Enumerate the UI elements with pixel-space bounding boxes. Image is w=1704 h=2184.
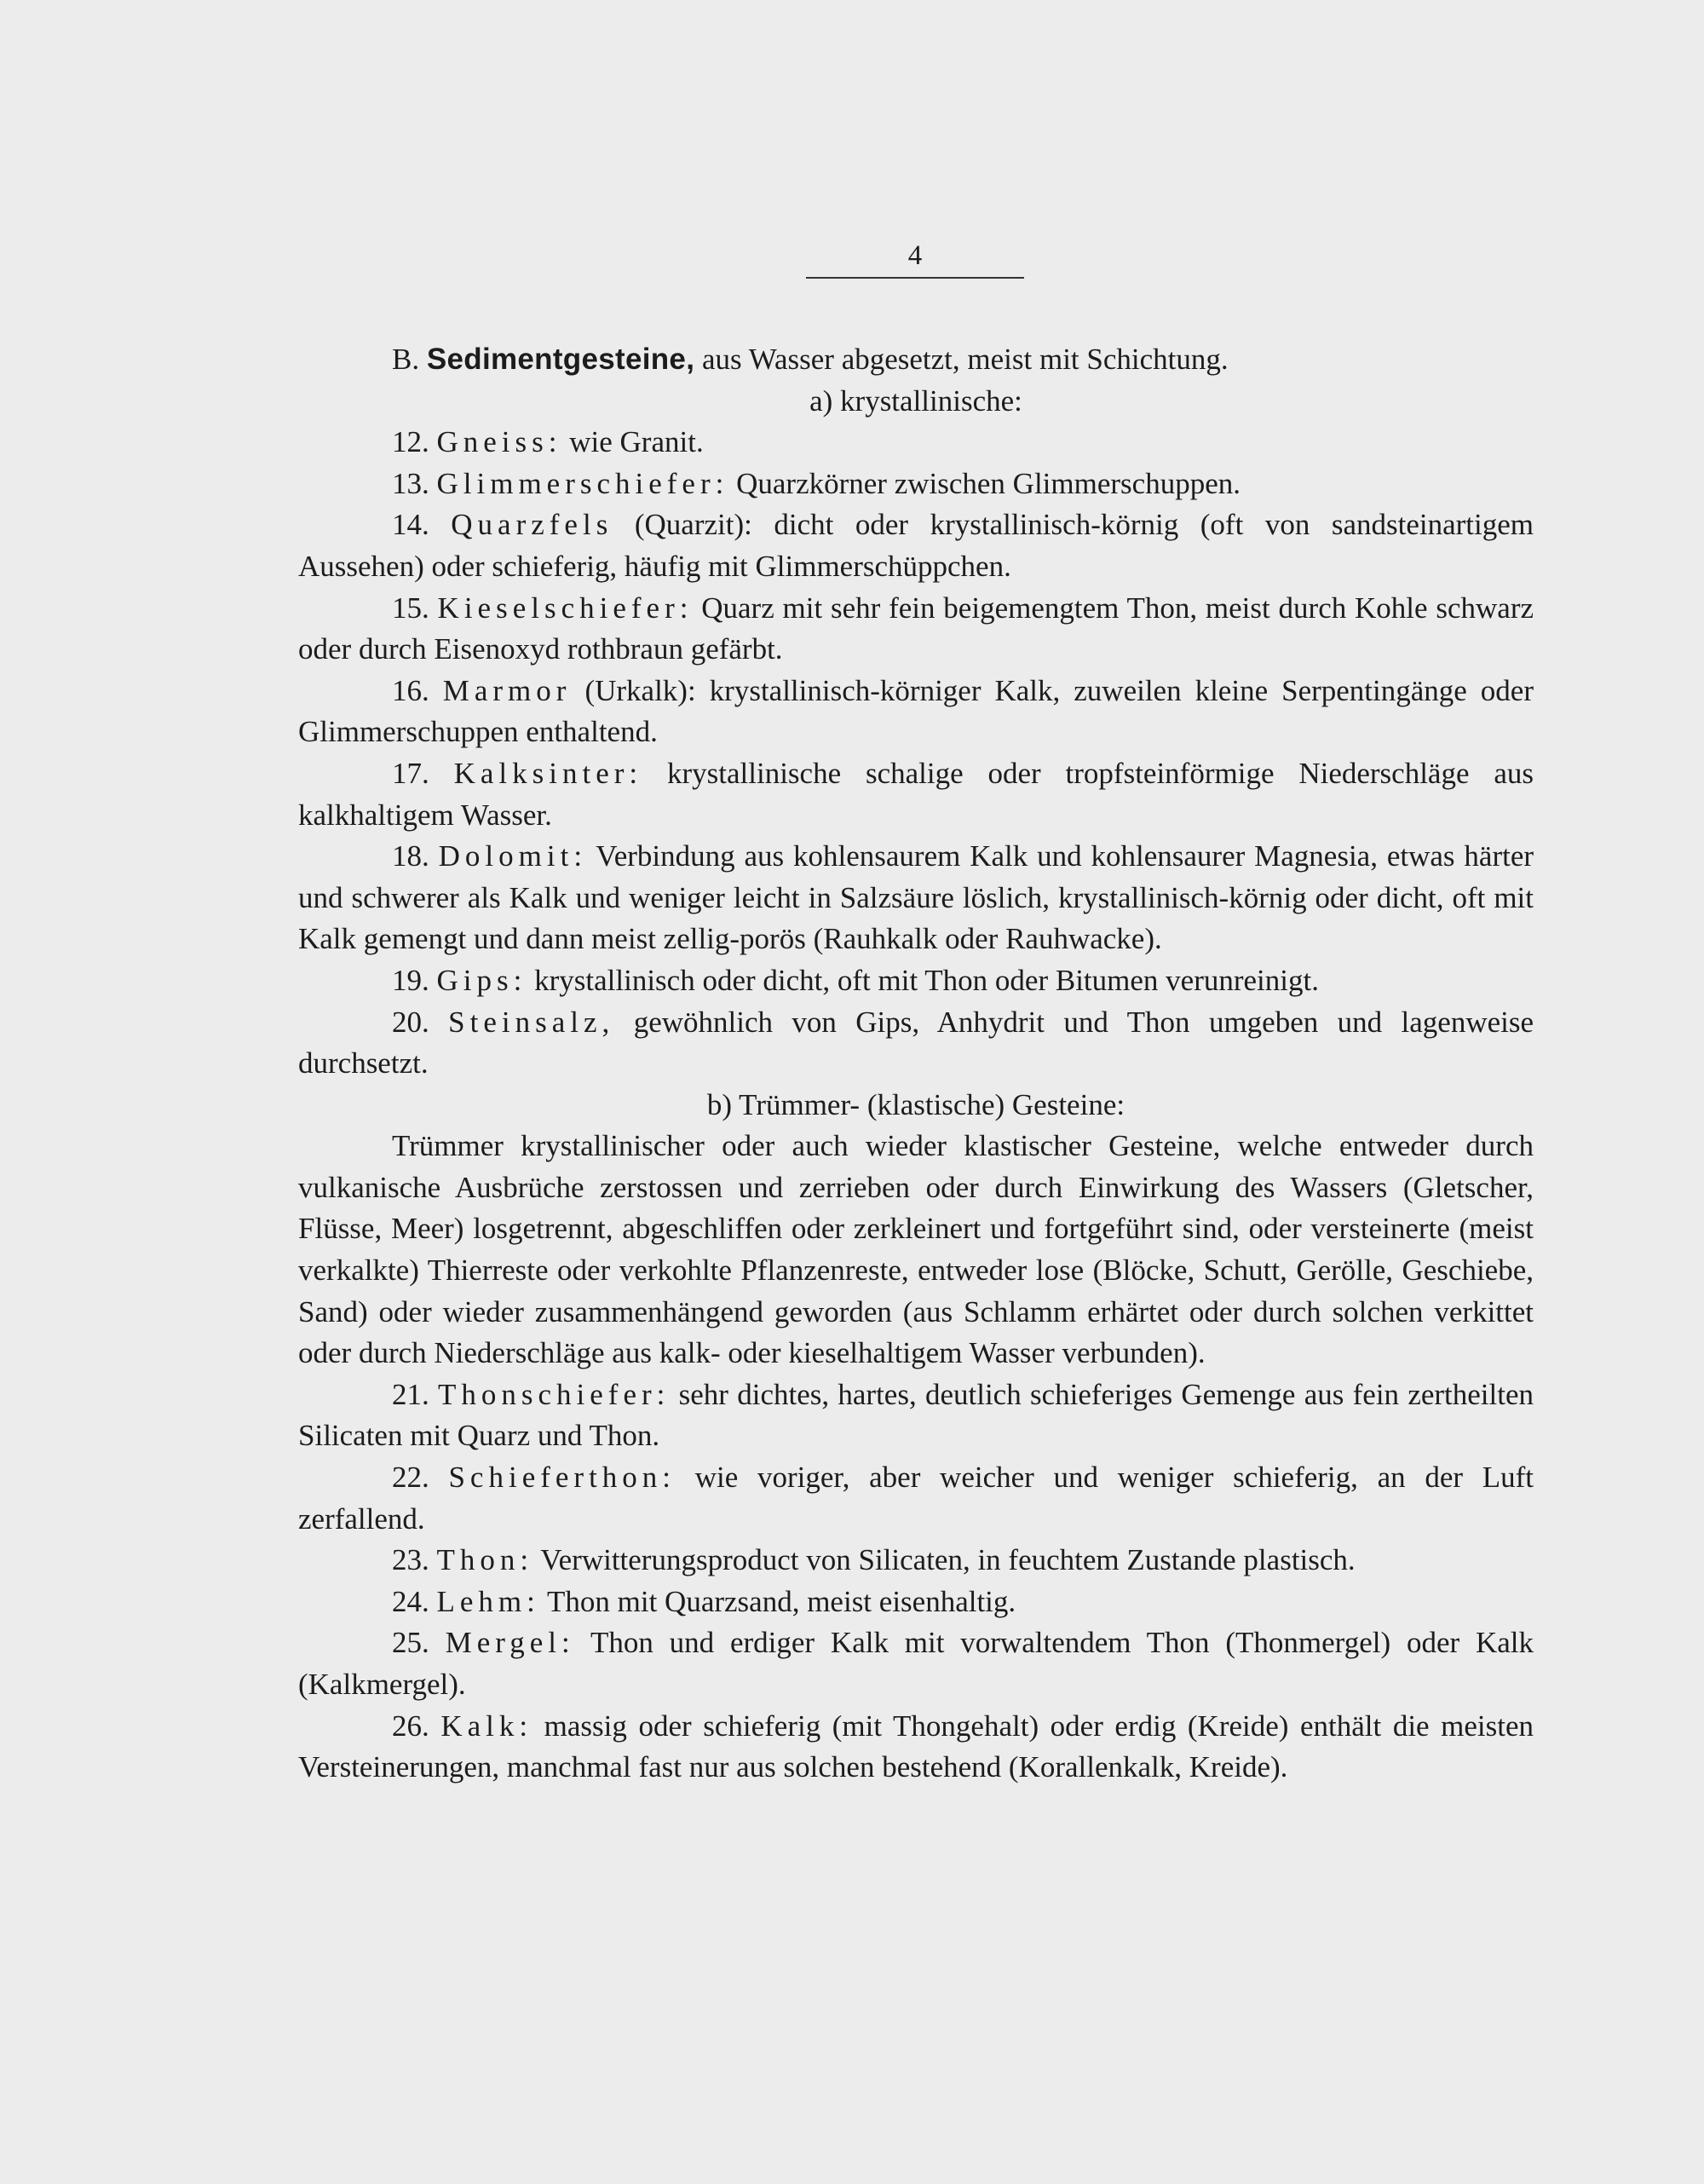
item-number: 18. <box>392 839 429 873</box>
item-term: Thon: <box>436 1543 534 1577</box>
list-item <box>298 422 1534 464</box>
section-description: aus Wasser abgesetzt, meist mit Schichtung. <box>701 343 1229 376</box>
list-item <box>298 1582 1534 1623</box>
item-number: 24. <box>392 1584 429 1618</box>
items-a-list <box>298 422 1534 1085</box>
item-number: 26. <box>392 1709 429 1743</box>
item-term: Steinsalz, <box>448 1005 615 1039</box>
items-b-list <box>298 1374 1534 1789</box>
item-term: Kalk: <box>440 1709 533 1743</box>
section-letter: B. <box>392 343 420 376</box>
list-item <box>298 588 1534 671</box>
item-text: wie Granit. <box>569 425 704 459</box>
list-item <box>298 836 1534 960</box>
page-number-rule <box>806 277 1024 279</box>
page-number: 4 <box>907 240 923 271</box>
subsection-a-heading: a) krystallinische: <box>809 383 1022 418</box>
item-text: Verbindung aus kohlensaurem Kalk und kohlensaurer Magnesia, etwas härter und schwerer als Kalk und weniger leicht in Salzsäure löslich, krystallinisch-körnig oder dicht, oft mit Kalk gemengt und dann meist zellig-porös (Rauhkalk oder Rauhwacke). <box>298 839 1534 956</box>
list-item <box>298 1002 1534 1085</box>
item-text: (Urkalk): krystallinisch-körniger Kalk, zuweilen kleine Serpentingänge oder Glimmerschuppen enthaltend. <box>298 673 1534 749</box>
item-number: 22. <box>392 1461 429 1495</box>
item-term: Kalksinter: <box>453 756 643 790</box>
item-text: krystallinische schalige oder tropfsteinförmige Niederschläge aus kalkhaltigem Wasser. <box>298 756 1534 832</box>
item-term: Dolomit: <box>438 839 588 873</box>
list-item <box>298 671 1534 753</box>
page-content <box>298 339 1534 1789</box>
list-item <box>298 1706 1534 1789</box>
item-text: massig oder schieferig (mit Thongehalt) oder erdig (Kreide) enthält die meisten Versteinerungen, manchmal fast nur aus solchen bestehend (Korallenkalk, Kreide). <box>298 1709 1534 1784</box>
item-number: 21. <box>392 1377 429 1411</box>
item-number: 25. <box>392 1626 429 1660</box>
list-item <box>298 504 1534 587</box>
item-text: Verwitterungsproduct von Silicaten, in feuchtem Zustande plastisch. <box>540 1543 1356 1577</box>
item-term: Marmor <box>442 673 572 707</box>
item-text: sehr dichtes, hartes, deutlich schieferiges Gemenge aus fein zertheilten Silicaten mit Quarz und Thon. <box>298 1377 1534 1453</box>
item-text: wie voriger, aber weicher und weniger schieferig, an der Luft zerfallend. <box>298 1461 1534 1536</box>
section-heading <box>298 339 1534 381</box>
list-item <box>298 1540 1534 1582</box>
item-term: Lehm: <box>436 1584 540 1618</box>
item-text: gewöhnlich von Gips, Anhydrit und Thon umgeben und lagenweise durchsetzt. <box>298 1005 1534 1080</box>
item-number: 17. <box>392 756 429 790</box>
item-text: Quarzkörner zwischen Glimmerschuppen. <box>736 466 1241 500</box>
item-term: Gips: <box>436 963 527 997</box>
item-number: 16. <box>392 673 429 707</box>
item-term: Mergel: <box>445 1626 575 1660</box>
item-number: 14. <box>392 508 429 542</box>
item-term: Schieferthon: <box>448 1461 676 1495</box>
list-item <box>298 1622 1534 1705</box>
item-number: 20. <box>392 1005 429 1039</box>
subsection-b-intro: Trümmer krystallinischer oder auch wieder klastischer Gesteine, welche entweder durch vulkanische Ausbrüche zerstossen und zerrieben oder durch Einwirkung des Wassers (Gletscher, Flüsse, Meer) losgetrennt, abgeschliffen oder zerkleinert und fortgeführt sind, oder versteinerte (meist verkalkte) Thierreste oder verkohlte Pflanzenreste, entweder lose (Blöcke, Schutt, Gerölle, Geschiebe, Sand) oder wieder zusammenhängend geworden (aus Schlamm erhärtet oder durch solchen verkittet oder durch Niederschläge aus kalk- oder kieselhaltigem Wasser verbunden). <box>298 1129 1534 1370</box>
list-item <box>298 1374 1534 1457</box>
item-term: Gneiss: <box>436 425 562 459</box>
item-term: Quarzfels <box>451 508 613 542</box>
item-text: krystallinisch oder dicht, oft mit Thon oder Bitumen verunreinigt. <box>534 963 1319 997</box>
item-number: 19. <box>392 963 429 997</box>
item-number: 12. <box>392 425 429 459</box>
list-item <box>298 464 1534 505</box>
item-term: Kieselschiefer: <box>437 591 694 625</box>
item-term: Glimmerschiefer: <box>436 466 729 500</box>
item-text: Thon und erdiger Kalk mit vorwaltendem Thon (Thonmergel) oder Kalk (Kalkmergel). <box>298 1626 1534 1701</box>
list-item <box>298 753 1534 836</box>
item-number: 13. <box>392 466 429 500</box>
item-text: Thon mit Quarzsand, meist eisenhaltig. <box>547 1584 1016 1618</box>
subsection-b-heading: b) Trümmer- (klastische) Gesteine: <box>706 1087 1125 1121</box>
list-item <box>298 1457 1534 1540</box>
item-text: Quarz mit sehr fein beigemengtem Thon, meist durch Kohle schwarz oder durch Eisenoxyd rothbraun gefärbt. <box>298 591 1534 666</box>
item-number: 15. <box>392 591 429 625</box>
item-text: (Quarzit): dicht oder krystallinisch-körnig (oft von sandsteinartigem Aussehen) oder schieferig, häufig mit Glimmerschüppchen. <box>298 508 1534 583</box>
item-term: Thonschiefer: <box>438 1377 671 1411</box>
item-number: 23. <box>392 1543 429 1577</box>
list-item <box>298 960 1534 1002</box>
section-title: Sedimentgesteine, <box>426 343 695 376</box>
